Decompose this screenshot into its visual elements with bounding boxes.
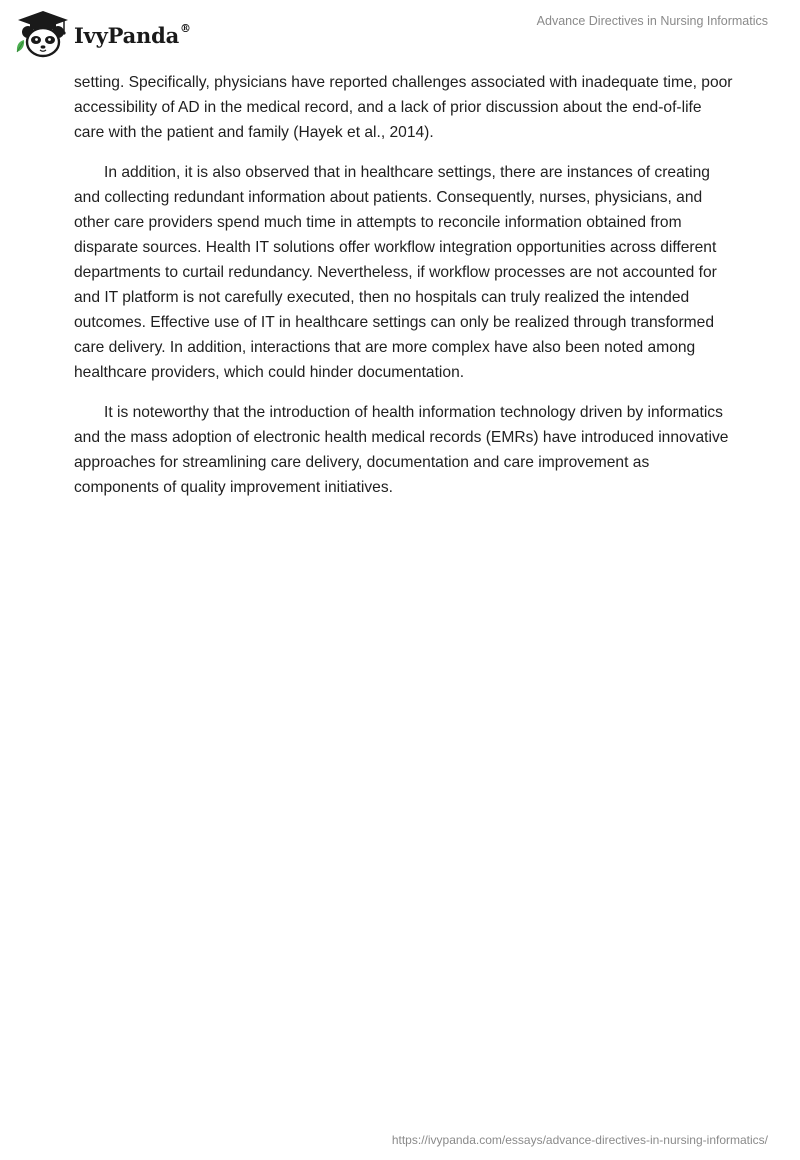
- essay-body: [74, 70, 734, 515]
- paragraph: In addition, it is also observed that in healthcare settings, there are instances of creating and collecting redundant information about patients. Consequently, nurses, physicians, and other care providers spend much time in attempts to reconcile information obtained from disparate sources. Health IT solutions offer workflow integration opportunities across different departments to curtail redundancy. Nevertheless, if workflow processes are not accounted for and IT platform is not carefully executed, then no hospitals can truly realized the intended outcomes. Effective use of IT in healthcare settings can only be realized through transformed care delivery. In addition, interactions that are more complex have also been noted among healthcare providers, which could hinder documentation.: [74, 164, 717, 381]
- paragraph: It is noteworthy that the introduction of health information technology driven by informatics and the mass adoption of electronic health medical records (EMRs) have introduced innovative approaches for streamlining care delivery, documentation and care improvement as components of quality improvement initiatives.: [74, 404, 729, 496]
- brand-name: IvyPanda®: [74, 21, 191, 48]
- page-header: [0, 0, 800, 70]
- panda-graduate-icon: [14, 8, 72, 60]
- paragraph-continued: setting. Specifically, physicians have reported challenges associated with inadequate time, poor accessibility of AD in the medical record, and a lack of prior discussion about the end-of-life care with the patient and family (Hayek et al., 2014).: [74, 74, 733, 141]
- source-url[interactable]: https://ivypanda.com/essays/advance-directives-in-nursing-informatics/: [391, 1133, 768, 1147]
- document-title: Advance Directives in Nursing Informatics: [536, 14, 768, 28]
- ivypanda-logo[interactable]: [14, 8, 191, 60]
